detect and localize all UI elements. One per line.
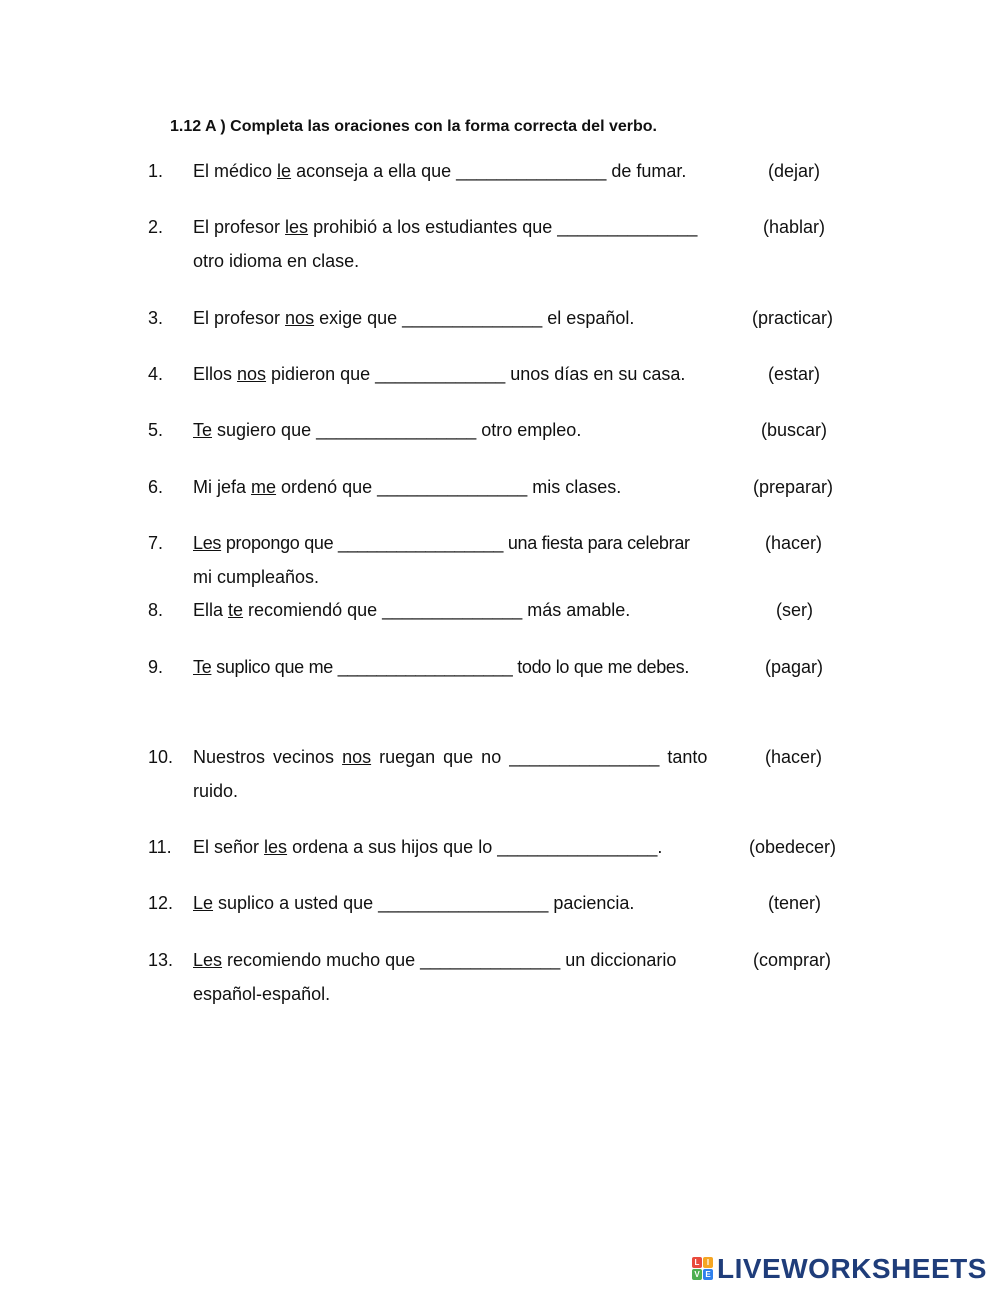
item-number: 10. xyxy=(148,747,174,767)
verb-hint: (hablar) xyxy=(763,217,826,237)
sentence-line xyxy=(193,210,697,244)
sentence-before: Ella xyxy=(193,600,229,620)
sentence-line xyxy=(193,943,676,977)
sentence-before: Mi jefa xyxy=(193,477,252,497)
verb-hint: (buscar) xyxy=(761,420,828,440)
verb-hint: (obedecer) xyxy=(749,837,837,857)
pronoun: nos xyxy=(237,364,267,384)
item-number: 7. xyxy=(148,533,164,553)
sentence-line xyxy=(193,357,685,391)
sentence-line xyxy=(193,830,662,864)
sentence-line xyxy=(193,886,634,920)
verb-hint: (pagar) xyxy=(765,657,824,677)
logo-text: LIVEWORKSHEETS xyxy=(717,1253,987,1284)
sentence-continuation: mi cumpleaños. xyxy=(193,567,320,587)
verb-hint: (estar) xyxy=(768,364,821,384)
logo-mark-letter: V xyxy=(692,1269,702,1280)
logo-mark-letter: E xyxy=(703,1269,713,1280)
sentence-after: ordena a sus hijos que lo ________________. xyxy=(287,837,663,857)
verb-hint: (tener) xyxy=(768,893,822,913)
verb-hint: (comprar) xyxy=(753,950,832,970)
sentence-before: Nuestros vecinos xyxy=(193,747,343,767)
item-number: 1. xyxy=(148,161,164,181)
sentence-after: ordenó que _______________ mis clases. xyxy=(276,477,622,497)
sentence-continuation: ruido. xyxy=(193,781,239,801)
sentence-after: aconseja a ella que _______________ de fumar. xyxy=(291,161,687,181)
logo-icon xyxy=(692,1257,714,1281)
item-number: 9. xyxy=(148,657,164,677)
pronoun: Te xyxy=(193,420,213,440)
item-number: 12. xyxy=(148,893,174,913)
item-number: 8. xyxy=(148,600,164,620)
pronoun: me xyxy=(251,477,277,497)
item-number: 2. xyxy=(148,217,164,237)
pronoun: le xyxy=(277,161,292,181)
sentence-after: recomiendó que ______________ más amable. xyxy=(243,600,631,620)
sentence-line xyxy=(193,470,621,504)
sentence-after: suplico que me __________________ todo lo que me debes. xyxy=(211,657,690,677)
pronoun: te xyxy=(228,600,244,620)
verb-hint: (hacer) xyxy=(765,533,823,553)
sentence-after: exige que ______________ el español. xyxy=(314,308,635,328)
item-number: 13. xyxy=(148,950,174,970)
verb-hint: (hacer) xyxy=(765,747,823,767)
sentence-continuation: otro idioma en clase. xyxy=(193,251,360,271)
sentence-line xyxy=(193,301,634,335)
sentence-after: prohibió a los estudiantes que ______________ xyxy=(308,217,698,237)
verb-hint: (preparar) xyxy=(753,477,834,497)
logo-mark-letter: L xyxy=(692,1257,702,1268)
sentence-before: El señor xyxy=(193,837,265,857)
pronoun: les xyxy=(264,837,288,857)
liveworksheets-logo xyxy=(692,1253,987,1285)
verb-hint: (dejar) xyxy=(768,161,821,181)
verb-hint: (ser) xyxy=(776,600,813,620)
pronoun: Te xyxy=(193,657,212,677)
item-number: 3. xyxy=(148,308,164,328)
item-number: 6. xyxy=(148,477,164,497)
item-number: 4. xyxy=(148,364,164,384)
sentence-before: El médico xyxy=(193,161,278,181)
sentence-before: El profesor xyxy=(193,308,286,328)
sentence-line xyxy=(193,413,581,447)
sentence-after: pidieron que _____________ unos días en su casa. xyxy=(266,364,686,384)
sentence-line xyxy=(193,650,689,684)
sentence-after: sugiero que ________________ otro empleo. xyxy=(212,420,582,440)
sentence-after: recomiendo mucho que ______________ un diccionario xyxy=(222,950,677,970)
verb-hint: (practicar) xyxy=(752,308,834,328)
pronoun: Le xyxy=(193,893,214,913)
pronoun: Les xyxy=(193,533,222,553)
sentence-after: ruegan que no _______________ tanto xyxy=(371,747,708,767)
sentence-after: propongo que _________________ una fiesta para celebrar xyxy=(221,533,690,553)
logo-mark-letter: I xyxy=(703,1257,713,1268)
sentence-before: El profesor xyxy=(193,217,286,237)
sentence-continuation: español-español. xyxy=(193,984,331,1004)
worksheet-title: 1.12 A ) Completa las oraciones con la forma correcta del verbo. xyxy=(170,118,657,135)
pronoun: Les xyxy=(193,950,223,970)
sentence-line xyxy=(193,154,686,188)
sentence-line xyxy=(193,593,630,627)
sentence-after: suplico a usted que _________________ paciencia. xyxy=(213,893,635,913)
pronoun: nos xyxy=(342,747,372,767)
item-number: 11. xyxy=(148,837,172,857)
sentence-before: Ellos xyxy=(193,364,238,384)
sentence-line xyxy=(193,526,690,560)
item-number: 5. xyxy=(148,420,164,440)
pronoun: nos xyxy=(285,308,315,328)
sentence-line xyxy=(193,740,707,774)
pronoun: les xyxy=(285,217,309,237)
